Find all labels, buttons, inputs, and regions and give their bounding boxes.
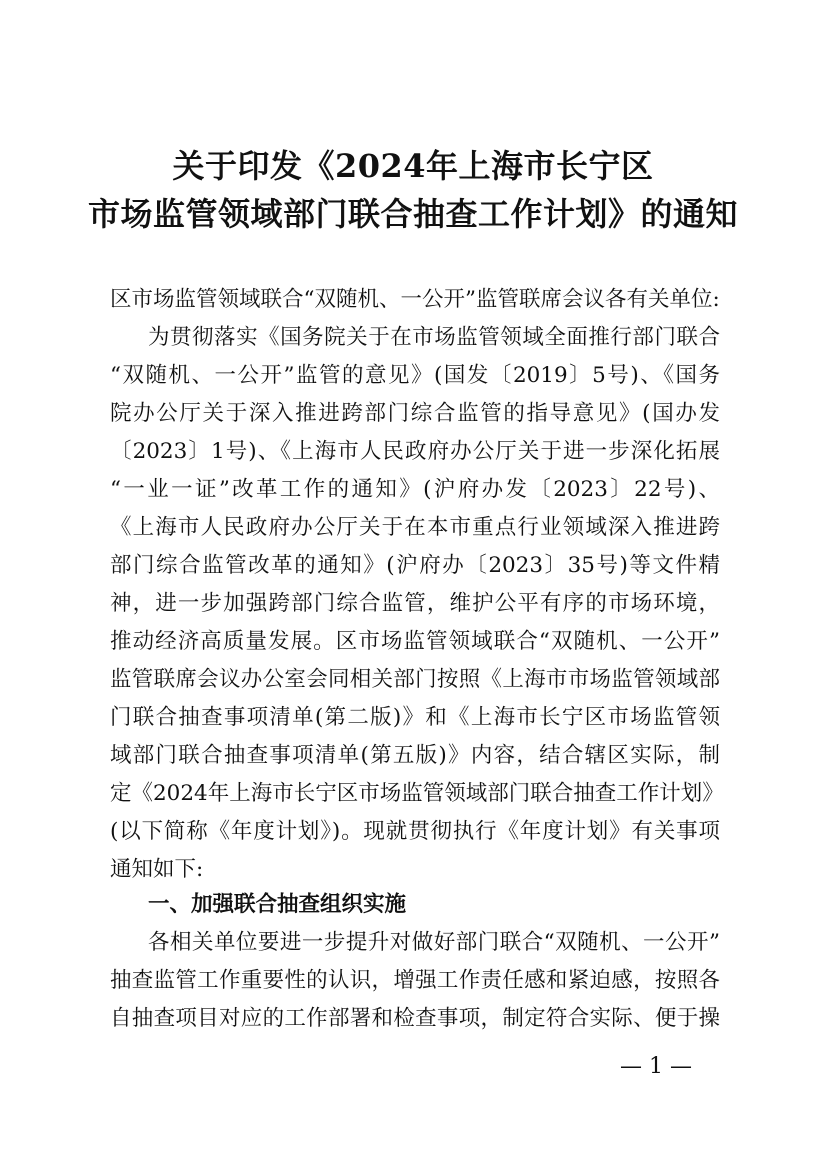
- document-title-line-2: 市场监管领域部门联合抽查工作计划》的通知: [87, 195, 738, 233]
- paragraph-line: 通知如下:: [110, 857, 204, 882]
- paragraph-line: “双随机、一公开”监管的意见》(国发〔2019〕5号)、《国务: [110, 363, 720, 388]
- paragraph-line: (以下简称《年度计划》)。现就贯彻执行《年度计划》有关事项: [110, 819, 720, 844]
- paragraph-line: 域部门联合抽查事项清单(第五版)》内容，结合辖区实际，制: [110, 743, 720, 768]
- paragraph-line: 部门综合监管改革的通知》(沪府办〔2023〕35号)等文件精: [110, 553, 720, 578]
- paragraph-line: 推动经济高质量发展。区市场监管领域联合“双随机、一公开”: [110, 629, 720, 654]
- section-1-heading: 一、加强联合抽查组织实施: [148, 892, 407, 917]
- paragraph-line: 抽查监管工作重要性的认识，增强工作责任感和紧迫感，按照各: [110, 968, 720, 993]
- paragraph-line: 神，进一步加强跨部门综合监管，维护公平有序的市场环境，: [110, 591, 720, 616]
- paragraph-line: 各相关单位要进一步提升对做好部门联合“双随机、一公开”: [148, 930, 720, 955]
- paragraph-line: 自抽查项目对应的工作部署和检查事项，制定符合实际、便于操: [110, 1006, 720, 1031]
- paragraph-line: 《上海市人民政府办公厅关于在本市重点行业领域深入推进跨: [110, 515, 720, 540]
- paragraph-line: 院办公厅关于深入推进跨部门综合监管的指导意见》(国办发: [110, 401, 720, 426]
- page-number: — 1 —: [620, 1054, 692, 1079]
- paragraph-line: 〔2023〕1号)、《上海市人民政府办公厅关于进一步深化拓展: [110, 439, 720, 464]
- paragraph-line: 门联合抽查事项清单(第二版)》和《上海市长宁区市场监管领: [110, 705, 720, 730]
- salutation: 区市场监管领域联合“双随机、一公开”监管联席会议各有关单位:: [110, 287, 720, 312]
- paragraph-line: 为贯彻落实《国务院关于在市场监管领域全面推行部门联合: [148, 325, 720, 350]
- paragraph-line: 定《2024年上海市长宁区市场监管领域部门联合抽查工作计划》: [110, 781, 724, 806]
- paragraph-line: 监管联席会议办公室会同相关部门按照《上海市市场监管领域部: [110, 667, 720, 692]
- paragraph-line: “一业一证”改革工作的通知》(沪府办发〔2023〕22号)、: [110, 477, 720, 502]
- document-title-line-1: 关于印发《2024年上海市长宁区: [172, 147, 654, 185]
